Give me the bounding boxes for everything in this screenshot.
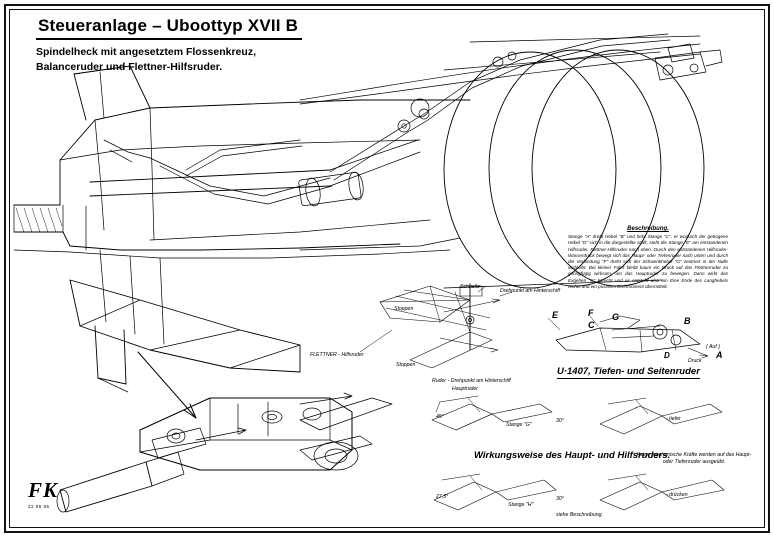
callout-letter-e: E <box>552 310 559 320</box>
label-siehe-beschreibung: siehe Beschreibung. <box>556 512 604 518</box>
label-stoppen-left: Stoppen <box>394 306 414 312</box>
callout-letter-a: A <box>716 350 723 360</box>
callout-letter-d: D <box>664 351 670 360</box>
label-druck: Druck <box>688 358 702 364</box>
label-angle-275: 27,5° <box>436 494 449 500</box>
description-block <box>568 226 728 290</box>
label-druecken: - drücken <box>666 492 688 498</box>
title-block <box>36 16 366 74</box>
label-stange-h: Stange "H" <box>508 502 534 508</box>
subtitle-line-2: Balanceruder und Flettner-Hilfsruder. <box>36 61 223 73</box>
callout-letter-b: B <box>684 316 691 326</box>
subtitle-line-1: Spindelheck mit angesetztem Flossenkreuz, <box>36 46 256 58</box>
effect-title: Wirkungsweise des Haupt- und Hilfsruders. <box>474 450 671 461</box>
label-schnelle: Schnelle <box>460 284 480 290</box>
label-drehpunkt-hinterschiff: Drehpunkt am Hinterschiff <box>500 288 560 294</box>
page-title: Steueranlage – Uboottyp XVII B <box>36 16 302 40</box>
label-stange-g: Stange "G" <box>506 422 532 428</box>
callout-letter-g: G <box>612 312 620 322</box>
label-tiefer: - tiefer <box>666 416 681 422</box>
label-stoppen-right: Stoppen <box>396 362 416 368</box>
stamp <box>28 478 88 518</box>
label-angle-45: 45° <box>436 414 444 420</box>
label-keine-kraefte: Keine mechanische Kräfte werden auf das Haupt- oder Tiefenruder ausgeübt. <box>636 452 752 465</box>
stamp-initials: FK <box>28 478 59 502</box>
label-angle-30-1: 30° <box>556 418 564 424</box>
label-angle-30-2: 30° <box>556 496 564 502</box>
label-hauptruder: Hauptruder <box>452 386 478 392</box>
callout-letter-c: C <box>588 320 595 330</box>
description-text: Stange "A" dreht Hebel "B" und hebt Stange "C", er wodurch der gebogene Hebel "D" sich in die dargestellte stellt, steht die Stange "E" am entstandenen Hilfsruder. Flettner-Hilfsruder nach oben. Durch den entstandenen Hilfsruder-Wasserdruck bewegt sich das Haupt- oder Tiefenruder nach unten und durch die Verbindung "F" dreht sich der Schwenkhebel "G" zentriert in der Nulle verbleibt. Bei kleiner Fahrt bleibt kaum ein Druck auf das Flettnerruder zu geringfügig wirksam, um das Hauptruder zu bewegen. Dann wirkt das Exgehen "G" lotrecht und es entsteht also ein Eine Ende des Langhebels rechts und ein positives Drehmoment übermittelt. <box>568 234 728 289</box>
stamp-date: 22 05 95 <box>28 504 50 509</box>
label-ruder-drehpunkt: Ruder - Drehpunkt am Hinterschiff <box>432 378 511 384</box>
label-auf: ( Auf ) <box>706 344 720 350</box>
rudder-diagram-title: U·1407, Tiefen- und Seitenruder <box>557 366 700 377</box>
callout-letter-f: F <box>588 308 594 318</box>
description-heading: Beschreibung. <box>627 226 669 232</box>
label-flettner-hilfsruder: FLETTNER - Hilfsruder <box>310 352 364 358</box>
